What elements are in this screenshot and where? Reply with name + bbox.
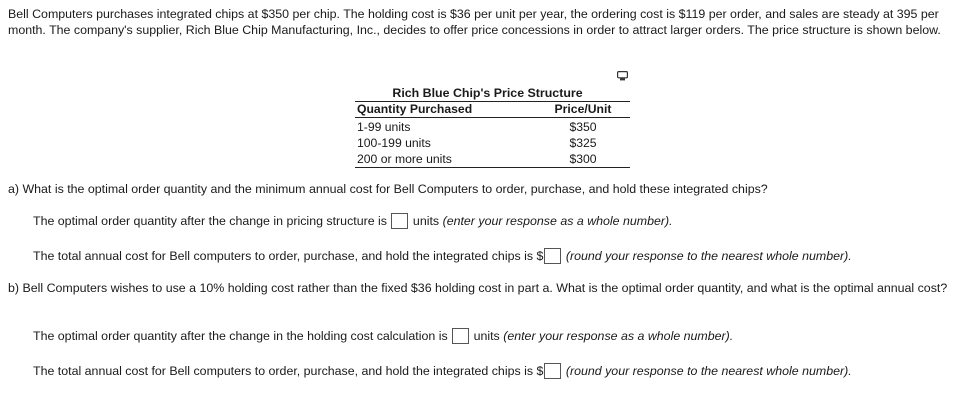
column-header-quantity: Quantity Purchased	[355, 102, 536, 118]
part-a-cost-line	[33, 247, 852, 265]
table-cell-quantity: 200 or more units	[355, 151, 536, 168]
price-table	[355, 101, 630, 168]
price-structure-table	[355, 85, 630, 168]
table-cell-price: $325	[569, 136, 597, 150]
table-cell-price: $350	[569, 120, 597, 134]
part-a-quantity-suffix: units	[412, 214, 440, 228]
part-b-quantity-hint: (enter your response as a whole number).	[503, 329, 734, 343]
part-a-cost-input[interactable]	[544, 248, 561, 264]
part-b-question: b) Bell Computers wishes to use a 10% holding cost rather than the fixed $36 holding cost in part a. What is the optimal order quantity, and what is the optimal annual cost?	[8, 281, 948, 295]
table-row	[355, 118, 630, 136]
column-header-price: Price/Unit	[536, 102, 630, 118]
table-row	[355, 135, 630, 151]
table-row	[355, 151, 630, 168]
part-b-cost-prefix: The total annual cost for Bell computers to order, purchase, and hold the integrated chips is $	[33, 364, 544, 378]
part-b-quantity-prefix: The optimal order quantity after the change in the holding cost calculation is	[33, 329, 448, 343]
part-b-cost-line	[33, 362, 852, 380]
table-cell-price: $300	[536, 151, 630, 168]
table-cell-quantity: 100-199 units	[357, 136, 431, 150]
table-cell-quantity: 1-99 units	[357, 120, 411, 134]
table-title: Rich Blue Chip's Price Structure	[392, 86, 583, 100]
part-b-quantity-suffix: units	[473, 329, 500, 343]
part-a-quantity-input[interactable]	[391, 213, 408, 229]
part-a-quantity-line	[33, 212, 673, 230]
problem-intro: Bell Computers purchases integrated chips at $350 per chip. The holding cost is $36 per unit per year, the ordering cost is $119 per order, and sales are steady at 395 per month. The company's supplier, Rich Blue Chip Manufacturing, Inc., decides to offer price concessions in order to attract larger orders. The price structure is shown below.	[8, 7, 941, 37]
copy-icon[interactable]	[617, 71, 628, 81]
part-a-cost-prefix: The total annual cost for Bell computers to order, purchase, and hold the integrated chips is $	[33, 249, 544, 263]
part-b-cost-hint: (round your response to the nearest whole number).	[565, 364, 852, 378]
part-b-quantity-line	[33, 327, 733, 345]
part-b-cost-input[interactable]	[544, 363, 561, 379]
part-a-quantity-hint: (enter your response as a whole number).	[442, 214, 673, 228]
part-b-quantity-input[interactable]	[452, 328, 469, 344]
part-a-quantity-prefix: The optimal order quantity after the change in pricing structure is	[33, 214, 388, 228]
part-a-question: a) What is the optimal order quantity and the minimum annual cost for Bell Computers to order, purchase, and hold these integrated chips?	[8, 182, 768, 196]
part-a-cost-hint: (round your response to the nearest whole number).	[565, 249, 852, 263]
